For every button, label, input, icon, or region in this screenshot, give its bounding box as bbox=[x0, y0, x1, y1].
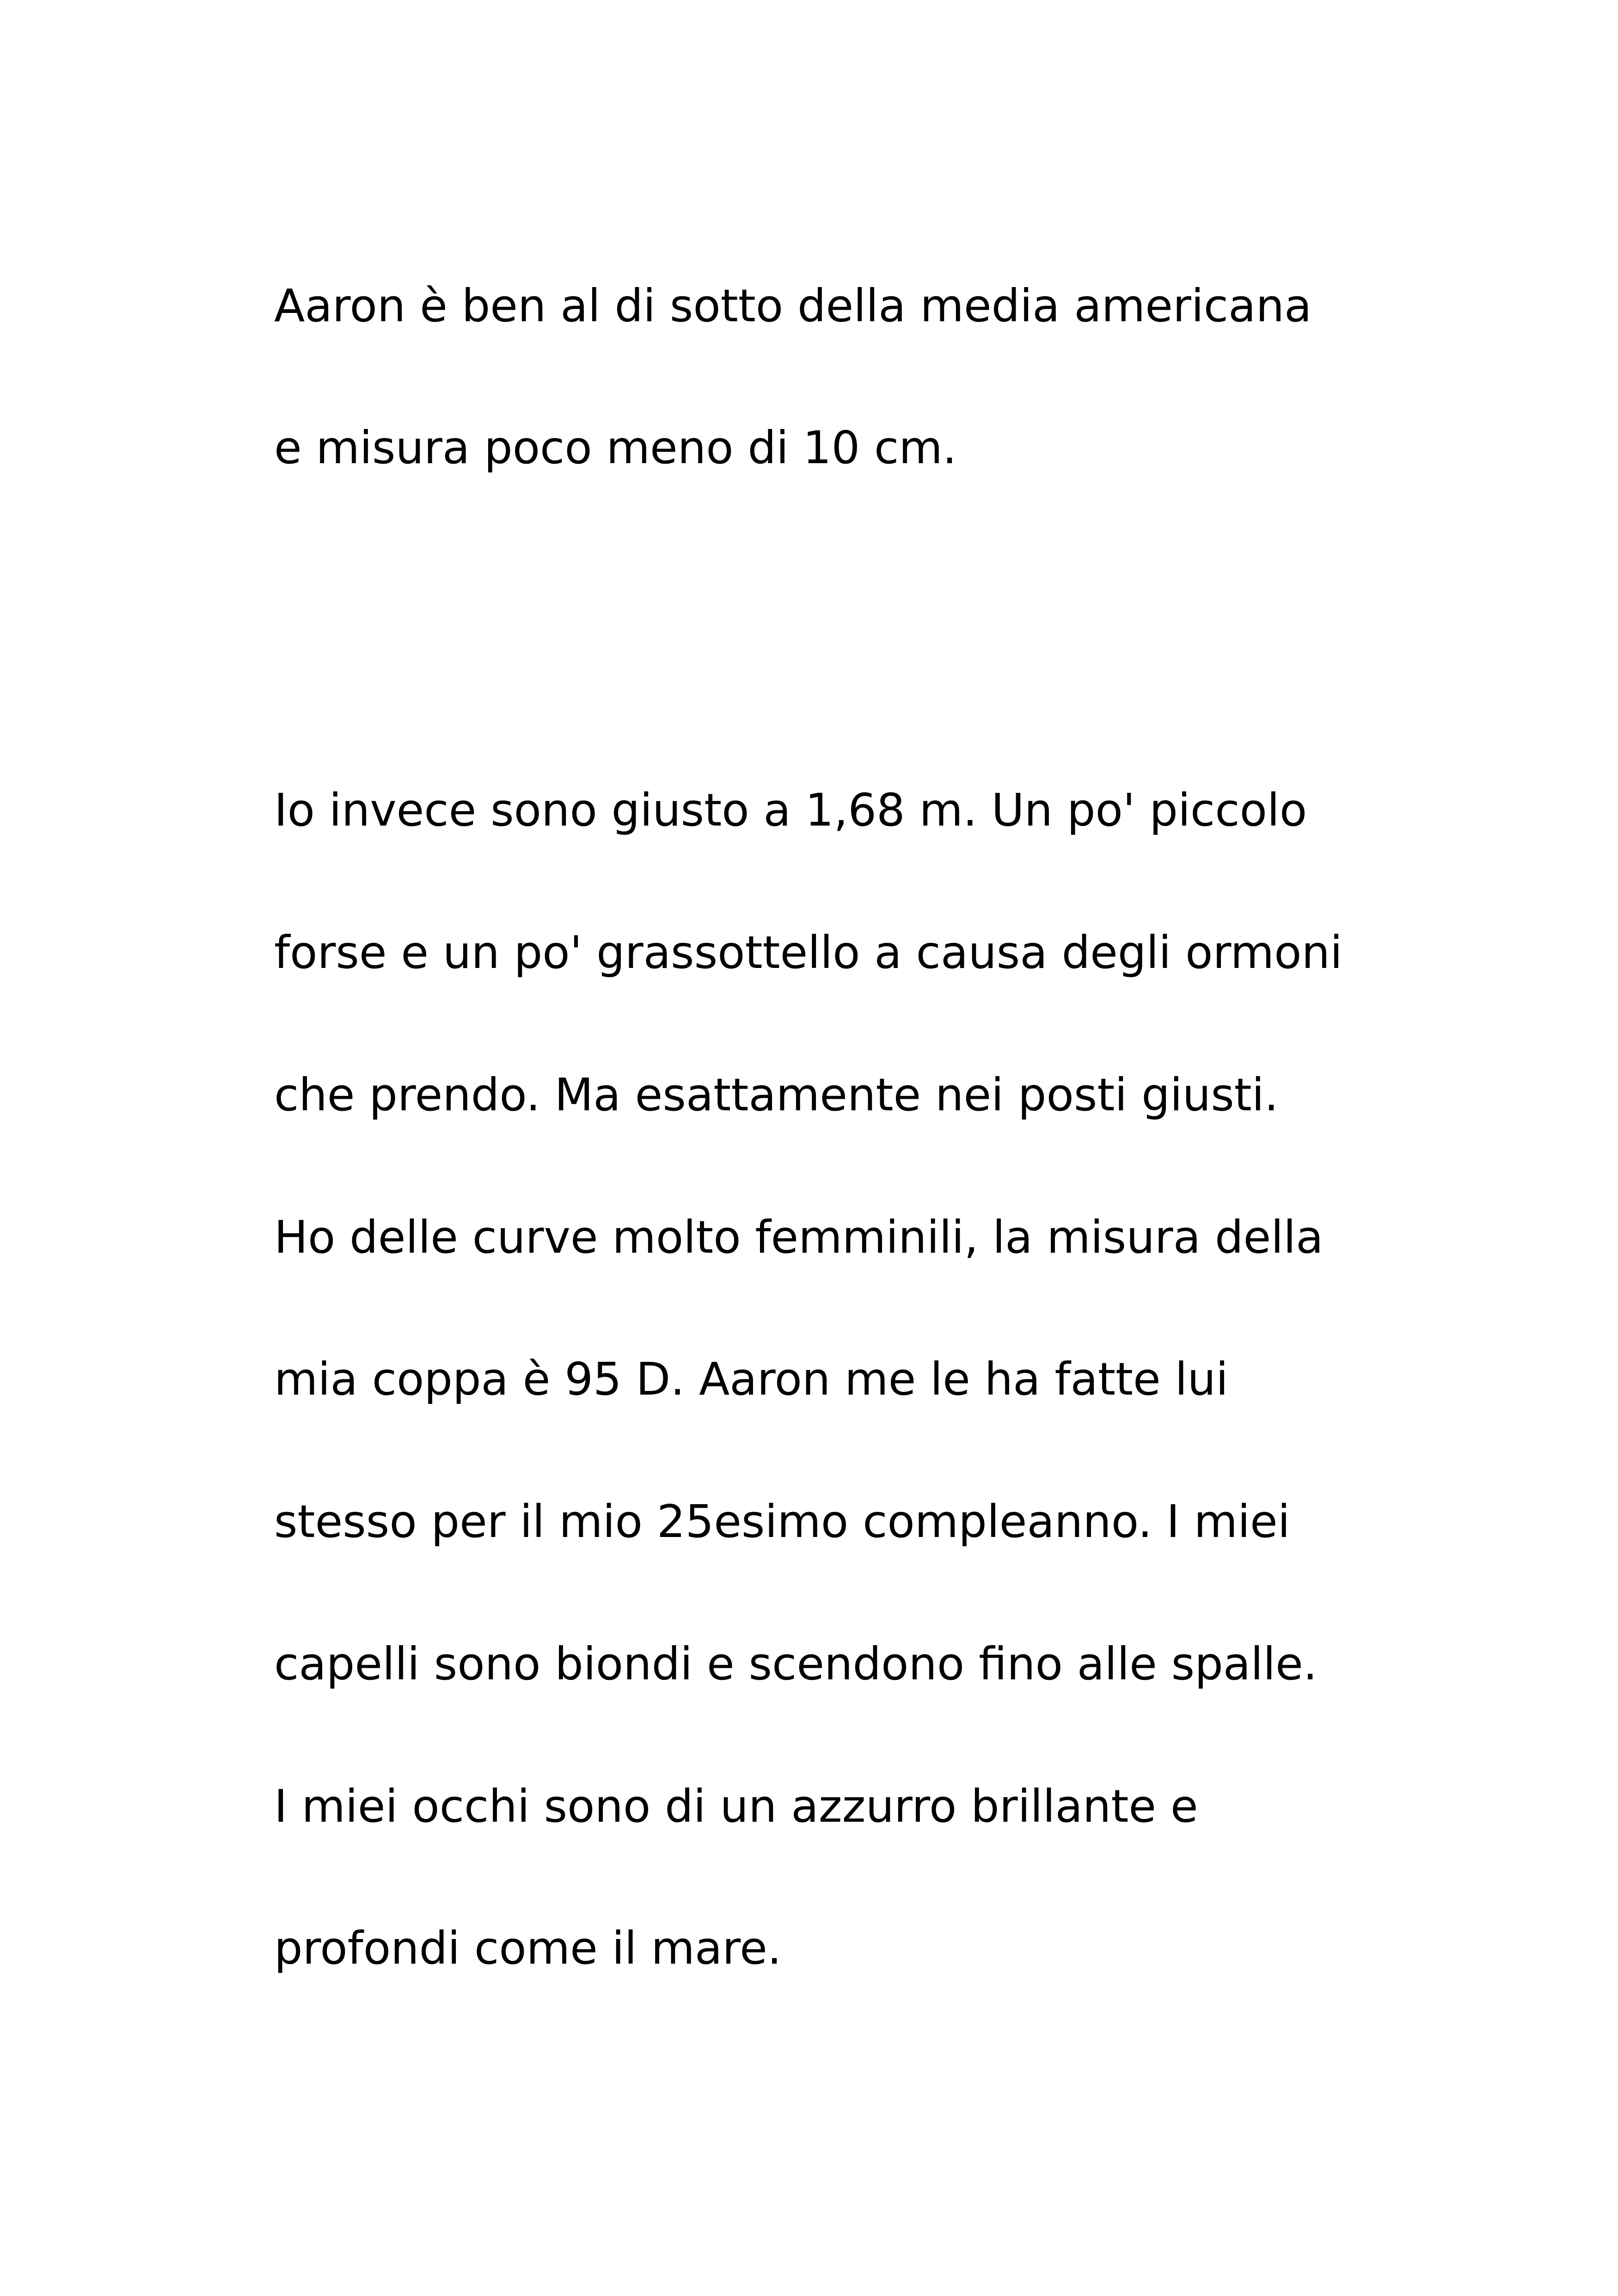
text-line: forse e un po' grassottello a causa degli ormoni bbox=[274, 926, 1342, 979]
text-line: Io invece sono giusto a 1,68 m. Un po' piccolo bbox=[274, 784, 1307, 836]
text-line: stesso per il mio 25esimo compleanno. I miei bbox=[274, 1495, 1290, 1548]
text-line: Ho delle curve molto femminili, la misura della bbox=[274, 1211, 1324, 1263]
text-line: Aaron è ben al di sotto della media americana bbox=[274, 280, 1312, 332]
text-line: e misura poco meno di 10 cm. bbox=[274, 422, 957, 474]
text-line: che prendo. Ma esattamente nei posti giusti. bbox=[274, 1069, 1279, 1121]
text-line: profondi come il mare. bbox=[274, 1922, 782, 1974]
text-line: mia coppa è 95 D. Aaron me le ha fatte lui bbox=[274, 1353, 1228, 1405]
text-line: capelli sono biondi e scendono fino alle spalle. bbox=[274, 1638, 1318, 1690]
text-line: I miei occhi sono di un azzurro brillante e bbox=[274, 1780, 1198, 1832]
